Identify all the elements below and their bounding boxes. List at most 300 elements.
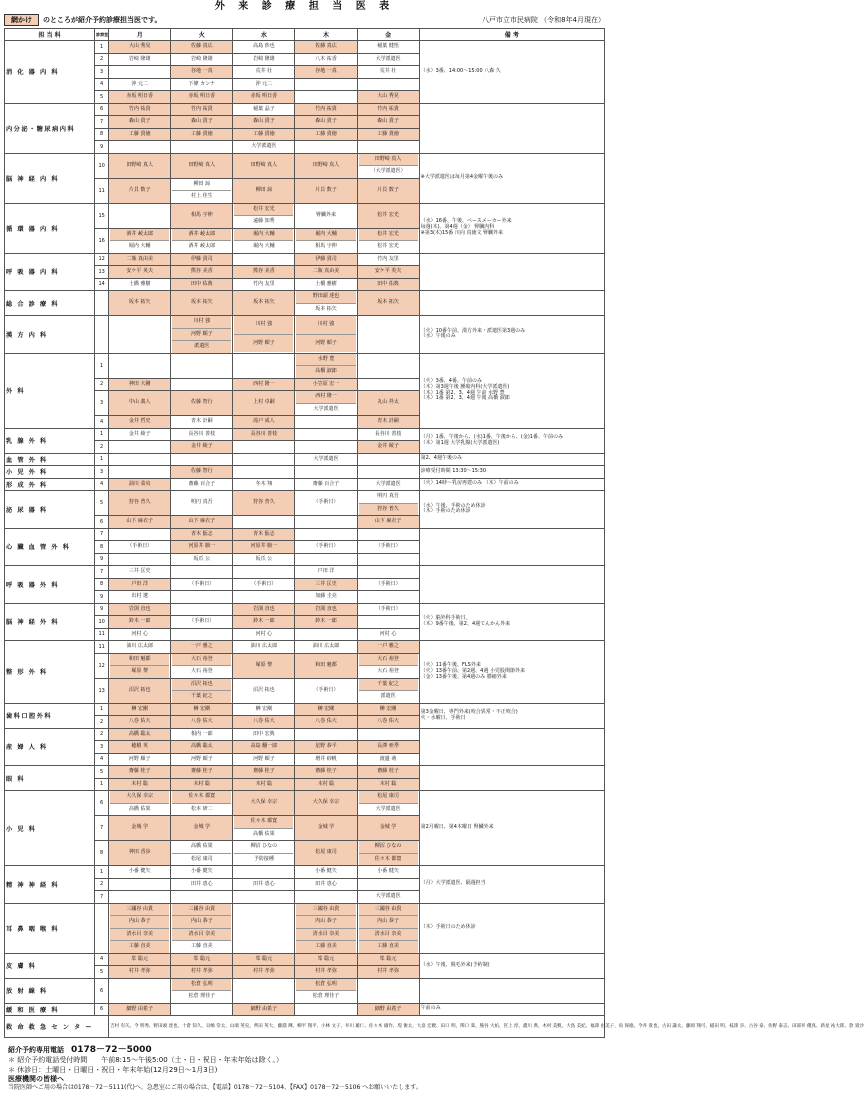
doctor-cell-mon xyxy=(109,441,171,454)
doctor-name: 大久保 幸宗 xyxy=(250,799,278,806)
doctor-name: 金井 綾子 xyxy=(128,430,151,437)
doctor-cell-wed xyxy=(233,153,295,178)
doctor-cell-tue xyxy=(171,141,233,154)
room-number: 2 xyxy=(95,53,109,66)
reception-hours: ＊ 紹介予約電話受付時間 午前8:15～午後5:00（土・日・祝日・年末年始は除く。） xyxy=(8,1056,284,1065)
department-note: （火）10番午前、漢方外来・派遣医第3週のみ （水）午後のみ xyxy=(419,316,604,354)
doctor-name: 金井 綾子 xyxy=(191,443,213,449)
doctor-name: 三國谷 由貴 xyxy=(172,904,231,916)
room-number: 6 xyxy=(95,978,109,1003)
doctor-cell-mon xyxy=(109,66,171,79)
department-name: 呼 吸 器 外 科 xyxy=(5,566,95,604)
doctor-cell-thu xyxy=(295,653,357,678)
doctor-cell-fri xyxy=(357,578,419,591)
doctor-name: 伊藤 貴司 xyxy=(315,255,337,262)
doctor-name: 佐々木 都寛 xyxy=(234,816,293,828)
doctor-name: 相馬 宇伸 xyxy=(191,211,213,218)
doctor-cell-mon xyxy=(109,628,171,641)
department-note: 午前のみ xyxy=(419,1003,604,1016)
room-number: 12 xyxy=(95,253,109,266)
doctor-cell-mon xyxy=(109,41,171,54)
doctor-name: 高橋 聡太 xyxy=(191,743,213,749)
closed-days: ＊ 休診日：土曜日・日曜日・祝日・年末年始(12月29日～1月3日) xyxy=(8,1065,218,1074)
doctor-name: 千葉 紀之 xyxy=(172,690,231,703)
room-number: 3 xyxy=(95,391,109,416)
doctor-name: 高橋 佑果 xyxy=(234,828,293,841)
room-number: 8 xyxy=(95,128,109,141)
doctor-name: 長澤 亜季 xyxy=(377,743,399,749)
room-number: 9 xyxy=(95,141,109,154)
doctor-name: 松倉 弘明 xyxy=(296,979,355,991)
header-note: 備 考 xyxy=(419,29,604,41)
doctor-cell-thu xyxy=(295,453,357,466)
room-number: 2 xyxy=(95,378,109,391)
doctor-name: 大学派遣医 xyxy=(375,893,401,899)
doctor-name: （手術日） xyxy=(189,618,215,624)
room-number: 1 xyxy=(95,778,109,791)
doctor-cell-mon xyxy=(109,153,171,178)
room-number: 11 xyxy=(95,178,109,203)
doctor-name: 峯 聡元 xyxy=(317,955,335,962)
doctor-cell-mon xyxy=(109,1003,171,1016)
doctor-name: 竹内 祐貴 xyxy=(128,105,151,112)
doctor-cell-wed xyxy=(233,678,295,703)
department-note xyxy=(419,291,604,316)
department-name: 心 臓 血 管 外 科 xyxy=(5,528,95,566)
doctor-cell-wed xyxy=(233,41,295,54)
doctor-cell-wed xyxy=(233,291,295,316)
doctor-name: 青木 翫志 xyxy=(253,530,275,537)
department-name: 耳 鼻 咽 喉 科 xyxy=(5,903,95,953)
doctor-name: 油川 広太郎 xyxy=(250,643,278,649)
doctor-name: 工藤 貴徳 xyxy=(377,130,399,137)
doctor-name: 内山 恭子 xyxy=(359,915,418,928)
room-number: 5 xyxy=(95,491,109,516)
doctor-name: 鈴木 一郎 xyxy=(253,618,275,624)
room-number: 8 xyxy=(95,578,109,591)
doctor-name: 派遣医 xyxy=(172,340,231,353)
doctor-name: 明円 真吾 xyxy=(377,493,399,499)
doctor-cell-wed xyxy=(233,128,295,141)
doctor-name: 田中 佑典 xyxy=(191,280,213,287)
doctor-name: 丸山 祥太 xyxy=(377,399,399,406)
doctor-cell-thu xyxy=(295,203,357,228)
doctor-name: 河原井 駿一 xyxy=(250,543,278,549)
doctor-name: 加藤 圭亮 xyxy=(315,593,337,599)
doctor-name: 山下 麻衣子 xyxy=(374,518,402,524)
department-note xyxy=(419,566,604,604)
doctor-cell-mon xyxy=(109,491,171,516)
doctor-name: 和田 魁都 xyxy=(315,661,337,668)
doctor-name: 星野 恭平 xyxy=(315,743,337,749)
doctor-cell-mon xyxy=(109,141,171,154)
doctor-cell-wed xyxy=(233,516,295,529)
doctor-cell-fri xyxy=(357,741,419,754)
doctor-cell-fri xyxy=(357,753,419,766)
doctor-name: （手術日） xyxy=(313,686,339,693)
organization-date: 八戸市立市民病院 （令和8年4月現在） xyxy=(481,15,605,24)
table-row xyxy=(5,428,605,441)
table-row xyxy=(5,766,605,779)
doctor-cell-fri xyxy=(357,291,419,316)
doctor-name: 金井 綾子 xyxy=(377,443,399,449)
table-row xyxy=(5,728,605,741)
doctor-cell-mon xyxy=(109,266,171,279)
room-number: 5 xyxy=(95,766,109,779)
doctor-cell-fri xyxy=(357,178,419,203)
doctor-cell-wed xyxy=(233,841,295,866)
doctor-cell-wed xyxy=(233,891,295,904)
doctor-cell-mon xyxy=(109,228,171,253)
doctor-cell-fri xyxy=(357,428,419,441)
doctor-name: 安ケ平 英夫 xyxy=(374,268,402,274)
doctor-cell-wed xyxy=(233,728,295,741)
doctor-name: 小番 健矢 xyxy=(128,868,151,874)
table-row xyxy=(5,1003,605,1016)
doctor-name: 田野崎 真人 xyxy=(126,161,153,168)
table-row xyxy=(5,641,605,654)
doctor-cell-thu xyxy=(295,116,357,129)
doctor-name: 木村 聡 xyxy=(317,780,335,787)
doctor-cell-mon xyxy=(109,591,171,604)
doctor-cell-mon xyxy=(109,878,171,891)
doctor-name: 片貝 数子 xyxy=(315,186,337,193)
doctor-name: （手術日） xyxy=(189,580,215,587)
doctor-name: 小番 健矢 xyxy=(191,868,213,874)
doctor-cell-mon xyxy=(109,378,171,391)
doctor-name: 山下 麻衣子 xyxy=(126,518,153,524)
doctor-name: 松本 研二 xyxy=(172,803,231,816)
doctor-name: 工藤 直美 xyxy=(359,940,418,953)
doctor-name: 峯 聡元 xyxy=(131,955,148,962)
room-number: 4 xyxy=(95,416,109,429)
doctor-cell-fri xyxy=(357,478,419,491)
doctor-cell-wed xyxy=(233,66,295,79)
table-row xyxy=(5,153,605,178)
doctor-name: 川村 強 xyxy=(296,316,355,334)
doctor-name: 工藤 直美 xyxy=(172,940,231,953)
doctor-name: 村井 孝弥 xyxy=(128,968,151,974)
doctor-cell-fri xyxy=(357,866,419,879)
doctor-cell-wed xyxy=(233,816,295,841)
doctor-name: 上村 卓嗣 xyxy=(253,399,275,406)
doctor-cell-mon xyxy=(109,353,171,378)
doctor-cell-mon xyxy=(109,791,171,816)
highlight-note: のところが紹介予約診療担当医です。 xyxy=(43,15,162,24)
doctor-name: （大学派遣医） xyxy=(359,165,418,178)
doctor-name: 田野崎 真人 xyxy=(188,161,216,168)
doctor-name: 齋藤 桂子 xyxy=(377,768,399,774)
doctor-name: 八巻 佑大 xyxy=(315,718,337,724)
doctor-cell-thu xyxy=(295,516,357,529)
table-row xyxy=(5,253,605,266)
doctor-name: 佐藤 智行 xyxy=(191,468,213,474)
doctor-cell-tue xyxy=(171,291,233,316)
doctor-cell-tue xyxy=(171,591,233,604)
doctor-cell-fri xyxy=(357,603,419,616)
doctor-cell-thu xyxy=(295,553,357,566)
doctor-cell-mon xyxy=(109,528,171,541)
doctor-cell-tue xyxy=(171,641,233,654)
department-name: 精 神 神 経 科 xyxy=(5,866,95,904)
doctor-name: 大学派遣医 xyxy=(296,403,355,416)
room-number: 15 xyxy=(95,203,109,228)
doctor-name: 大石 裕登 xyxy=(172,665,231,678)
department-note xyxy=(419,528,604,566)
doctor-cell-wed xyxy=(233,703,295,716)
doctor-cell-fri xyxy=(357,978,419,1003)
room-number: 1 xyxy=(95,428,109,441)
doctor-cell-tue xyxy=(171,791,233,816)
doctor-cell-wed xyxy=(233,78,295,91)
doctor-name: 長谷川 善枝 xyxy=(188,430,216,437)
doctor-name: 八巻 佑大 xyxy=(377,718,399,724)
doctor-name: 川村 強 xyxy=(234,316,293,334)
room-number: 8 xyxy=(95,841,109,866)
doctor-name: 田野崎 真人 xyxy=(359,154,418,166)
room-number: 9 xyxy=(95,603,109,616)
emergency-staff-list: 吉村 有矢、今 明秀、野田頭 達也、十倉 知久、貝嶋 崇太、山端 英史、齊田 英大、藤淵 輝、柳平 翔平、小林 文子、井川 雄仁、佐々木 雄作、堤 俊太、大畠 宏暁、田口 明、関口 葵、熊谷 大祐、宮上 淳、濃川 典、木村 美帆、大島 美紀、福澤 由美子、角 保徳、今井 貴也、古田 謙太、藤岡 翔可、稲田 明、枝澤 歩、古谷 泰、佐野 泰志、田部井 優真、新星 祐大郎、倉 貴沙 xyxy=(109,1016,605,1038)
doctor-cell-mon xyxy=(109,428,171,441)
doctor-name: 中山 義人 xyxy=(128,399,151,406)
doctor-name: 佐藤 真広 xyxy=(315,43,337,49)
doctor-cell-fri xyxy=(357,791,419,816)
table-row xyxy=(5,566,605,579)
header-thu: 木 xyxy=(295,29,357,41)
doctor-cell-thu xyxy=(295,641,357,654)
doctor-cell-fri xyxy=(357,703,419,716)
doctor-name: 堀内 大輔 xyxy=(234,240,293,253)
doctor-name: 河野 順子 xyxy=(172,328,231,341)
doctor-cell-tue xyxy=(171,491,233,516)
doctor-cell-wed xyxy=(233,178,295,203)
room-number: 10 xyxy=(95,153,109,178)
doctor-cell-thu xyxy=(295,128,357,141)
doctor-name: 金城 学 xyxy=(193,824,211,831)
doctor-cell-mon xyxy=(109,778,171,791)
doctor-cell-thu xyxy=(295,616,357,629)
doctor-cell-wed xyxy=(233,491,295,516)
department-name: 脳 神 経 外 科 xyxy=(5,603,95,641)
doctor-cell-mon xyxy=(109,203,171,228)
doctor-name: 大石 裕登 xyxy=(172,654,231,666)
doctor-cell-thu xyxy=(295,541,357,554)
room-number: 2 xyxy=(95,441,109,454)
doctor-cell-tue xyxy=(171,766,233,779)
doctor-name: 坂本 拓矢 xyxy=(296,303,355,316)
doctor-name: 岩渕 直也 xyxy=(315,605,337,612)
doctor-cell-mon xyxy=(109,641,171,654)
doctor-name: 一戸 雅之 xyxy=(377,643,399,649)
doctor-cell-wed xyxy=(233,316,295,354)
doctor-cell-thu xyxy=(295,153,357,178)
doctor-cell-tue xyxy=(171,703,233,716)
doctor-name: 榊 宏剛 xyxy=(193,705,211,712)
phone-number[interactable]: 0178－72－5000 xyxy=(71,1045,152,1055)
doctor-name: 松井 宏光 xyxy=(377,211,399,218)
doctor-name: 水野 豊 xyxy=(296,354,355,366)
doctor-cell-tue xyxy=(171,66,233,79)
table-row xyxy=(5,466,605,479)
doctor-name: 塚原 黎 xyxy=(110,665,169,678)
doctor-cell-fri xyxy=(357,641,419,654)
doctor-name: 堀内 大輔 xyxy=(110,240,169,253)
department-note xyxy=(419,728,604,766)
table-row xyxy=(5,491,605,516)
doctor-cell-mon xyxy=(109,541,171,554)
doctor-cell-mon xyxy=(109,416,171,429)
doctor-name: 油川 広太郎 xyxy=(312,643,340,649)
doctor-name: 片貝 数子 xyxy=(377,186,399,193)
doctor-name: 岩渕 直也 xyxy=(253,605,275,612)
doctor-cell-tue xyxy=(171,353,233,378)
doctor-cell-thu xyxy=(295,391,357,416)
room-number: 2 xyxy=(95,716,109,729)
doctor-name: 大山 秀晃 xyxy=(377,93,399,99)
doctor-cell-fri xyxy=(357,566,419,579)
doctor-name: 村上 佳生 xyxy=(172,190,231,203)
emergency-center-label: 救 命 救 急 セ ン タ ー xyxy=(5,1016,109,1038)
doctor-name: 岩崎 隆雄 xyxy=(253,55,275,62)
doctor-cell-wed xyxy=(233,978,295,1003)
doctor-name: 戸田 洋 xyxy=(131,580,148,587)
doctor-cell-thu xyxy=(295,728,357,741)
doctor-cell-fri xyxy=(357,278,419,291)
doctor-name: 酒井 崚太郎 xyxy=(172,240,231,253)
department-name: 形 成 外 科 xyxy=(5,478,95,491)
room-number xyxy=(95,291,109,316)
doctor-cell-mon xyxy=(109,703,171,716)
doctor-cell-fri xyxy=(357,466,419,479)
doctor-cell-wed xyxy=(233,953,295,966)
doctor-name: 竹内 祐貴 xyxy=(377,105,399,112)
doctor-cell-wed xyxy=(233,116,295,129)
doctor-name: 齋藤 桂子 xyxy=(191,768,213,774)
room-number: 5 xyxy=(95,91,109,104)
doctor-cell-wed xyxy=(233,628,295,641)
department-note: 第2、4週午後のみ xyxy=(419,453,604,466)
doctor-cell-wed xyxy=(233,578,295,591)
doctor-name: 派遣医 xyxy=(359,690,418,703)
doctor-name: 齋藤 桂子 xyxy=(253,768,275,774)
doctor-name: 高橋 淑郎 xyxy=(296,365,355,378)
doctor-name: 青木 翫志 xyxy=(191,530,213,537)
doctor-cell-tue xyxy=(171,516,233,529)
doctor-cell-wed xyxy=(233,141,295,154)
doctor-name: 工藤 貴徳 xyxy=(315,130,337,137)
doctor-cell-mon xyxy=(109,103,171,116)
doctor-cell-thu xyxy=(295,266,357,279)
doctor-name: （手術日） xyxy=(375,605,401,612)
doctor-name: 高橋 佑果 xyxy=(110,803,169,816)
medical-institutions-heading: 医療機関の皆様へ xyxy=(8,1075,64,1084)
table-row xyxy=(5,41,605,54)
doctor-name: 金城 学 xyxy=(317,824,335,831)
doctor-cell-thu xyxy=(295,291,357,316)
table-row xyxy=(5,603,605,616)
doctor-name: 土橋 雅樹 xyxy=(315,280,337,287)
doctor-name: 坂爪 公 xyxy=(193,555,211,562)
doctor-cell-mon xyxy=(109,766,171,779)
footer xyxy=(8,1044,609,1093)
doctor-cell-thu xyxy=(295,278,357,291)
doctor-name: 酒井 崚太郎 xyxy=(110,229,169,241)
doctor-name: 伊藤 貴司 xyxy=(191,255,213,262)
department-note xyxy=(419,253,604,291)
doctor-name: 神田 大剛 xyxy=(128,380,151,387)
doctor-cell-thu xyxy=(295,378,357,391)
room-number: 6 xyxy=(95,516,109,529)
doctor-cell-tue xyxy=(171,103,233,116)
doctor-name: 河村 心 xyxy=(131,630,148,637)
header-tue: 火 xyxy=(171,29,233,41)
doctor-cell-tue xyxy=(171,253,233,266)
doctor-cell-tue xyxy=(171,716,233,729)
doctor-name: 油川 菜央 xyxy=(128,480,151,487)
phone-label: 紹介予約専用電話 xyxy=(8,1046,64,1054)
room-number: 7 xyxy=(95,566,109,579)
doctor-cell-fri xyxy=(357,228,419,253)
doctor-name: 村井 孝弥 xyxy=(315,968,337,974)
doctor-name: 田中 宏典 xyxy=(253,730,275,737)
doctor-cell-wed xyxy=(233,903,295,953)
room-number: 3 xyxy=(95,741,109,754)
doctor-name: 清水目 奈美 xyxy=(359,928,418,941)
room-number: 7 xyxy=(95,816,109,841)
doctor-name: 長谷川 善枝 xyxy=(374,430,402,437)
table-row xyxy=(5,203,605,228)
schedule-table xyxy=(4,28,864,1038)
doctor-name: 河野 順子 xyxy=(296,334,355,353)
doctor-name: 三國谷 由貴 xyxy=(296,904,355,916)
doctor-cell-fri xyxy=(357,453,419,466)
header-fri: 金 xyxy=(357,29,419,41)
department-name: 消 化 器 内 科 xyxy=(5,41,95,104)
doctor-name: 高島 渉也 xyxy=(253,43,275,49)
doctor-cell-tue xyxy=(171,128,233,141)
department-note: ※大学派遣医は毎月第4金曜午後のみ xyxy=(419,153,604,203)
doctor-name: 冬木 翔 xyxy=(255,480,273,487)
doctor-cell-mon xyxy=(109,391,171,416)
room-number: 3 xyxy=(95,66,109,79)
doctor-cell-mon xyxy=(109,753,171,766)
doctor-name: 柳沼 ひなの xyxy=(359,841,418,853)
doctor-name: 沼沢 拓也 xyxy=(128,686,151,693)
doctor-name: 大久保 幸宗 xyxy=(110,791,169,803)
doctor-name: 佐藤 智行 xyxy=(191,399,213,406)
doctor-cell-mon xyxy=(109,316,171,354)
doctor-name: 八巻 佑大 xyxy=(128,718,151,724)
doctor-name: 小笠原 宏一 xyxy=(312,380,340,387)
doctor-cell-fri xyxy=(357,953,419,966)
doctor-name: 鈴木 一郎 xyxy=(315,618,337,624)
doctor-cell-mon xyxy=(109,741,171,754)
doctor-cell-wed xyxy=(233,103,295,116)
doctor-cell-fri xyxy=(357,266,419,279)
doctor-name: 松倉 理佳子 xyxy=(296,990,355,1003)
doctor-name: 塚原 黎 xyxy=(255,661,273,668)
doctor-cell-thu xyxy=(295,903,357,953)
doctor-name: 村井 孝弥 xyxy=(191,968,213,974)
doctor-cell-mon xyxy=(109,128,171,141)
doctor-cell-thu xyxy=(295,353,357,378)
room-number: 1 xyxy=(95,703,109,716)
doctor-cell-fri xyxy=(357,903,419,953)
doctor-cell-tue xyxy=(171,228,233,253)
doctor-name: 二瓶 真由美 xyxy=(312,268,340,274)
doctor-name: 谷地 一真 xyxy=(191,68,213,74)
doctor-cell-thu xyxy=(295,141,357,154)
